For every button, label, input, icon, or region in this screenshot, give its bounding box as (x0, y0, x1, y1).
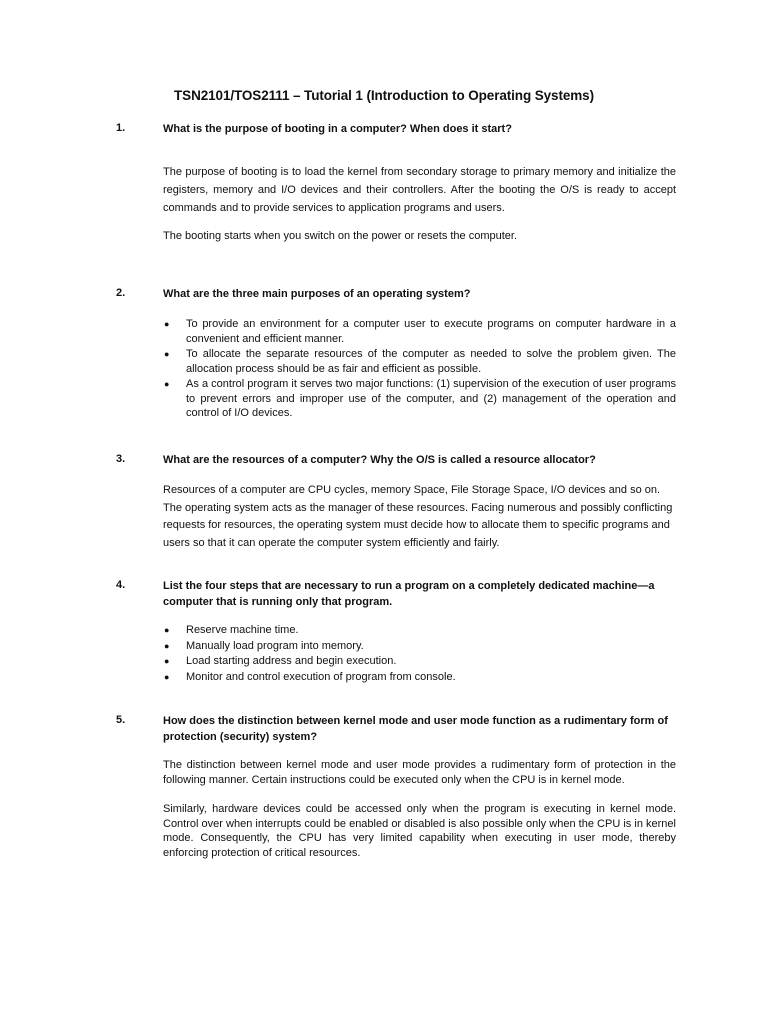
bullet-icon: ● (164, 379, 170, 389)
list-item (163, 639, 676, 655)
bullet-icon: ● (164, 349, 170, 359)
list-item-text: Monitor and control execution of program from console. (186, 670, 456, 683)
bullet-icon: ● (164, 656, 170, 666)
question-text: What is the purpose of booting in a computer? When does it start? (163, 123, 512, 135)
list-item (163, 623, 676, 639)
question-text: List the four steps that are necessary to run a program on a completely dedicated machine—a computer that is running only that program. (163, 580, 655, 608)
bullet-icon: ● (164, 640, 170, 651)
question-text: How does the distinction between kernel mode and user mode function as a rudimentary form of protection (security) system? (163, 715, 668, 743)
answer-paragraph: The purpose of booting is to load the kernel from secondary storage to primary memory and initialize the registers, memory and I/O devices and their controllers. After the booting the O/S is ready to accept commands and to provide services to application programs and users. (163, 166, 676, 214)
list-item-text: To allocate the separate resources of the computer as needed to solve the problem given. The allocation process should be as fair and efficient as possible. (186, 348, 676, 375)
answer-paragraph: The distinction between kernel mode and user mode provides a rudimentary form of protection in the following manner. Certain instructions could be executed only when the CPU is in kernel mode. (163, 759, 676, 786)
list-item-text: Load starting address and begin execution. (186, 655, 397, 667)
question-number: 1. (116, 122, 126, 134)
page-title: TSN2101/TOS2111 – Tutorial 1 (Introduction to Operating Systems) (174, 88, 594, 103)
answer-paragraph: Resources of a computer are CPU cycles, memory Space, File Storage Space, I/O devices and so on. The operating system acts as the manager of these resources. Facing numerous and possibly conflicting requests for resources, the operating system must decide how to allocate them to specific programs and users so that it can operate the computer system efficiently and fairly. (163, 484, 673, 549)
question-number: 3. (116, 453, 126, 465)
list-item (163, 670, 676, 686)
answer-bullet-list (163, 317, 676, 422)
list-item (163, 347, 676, 376)
bullet-icon: ● (164, 671, 170, 682)
list-item (163, 317, 676, 346)
list-item (163, 654, 676, 670)
answer-paragraph: The booting starts when you switch on the power or resets the computer. (163, 230, 518, 242)
list-item-text: Manually load program into memory. (186, 639, 364, 652)
question-number: 5. (116, 714, 126, 726)
list-item-text: As a control program it serves two major functions: (1) supervision of the execution of user programs to prevent errors and improper use of the computer, and (2) management of the operation and control of I/O devices. (186, 378, 676, 419)
list-item-text: Reserve machine time. (186, 624, 299, 636)
question-text: What are the resources of a computer? Why the O/S is called a resource allocator? (163, 454, 596, 466)
answer-paragraph: Similarly, hardware devices could be accessed only when the program is executing in kernel mode. Control over when interrupts could be enabled or disabled is also possible only when the CPU is in kernel mode. Consequently, the CPU has very limited capability when executing in user mode, thereby enforcing protection of critical resources. (163, 803, 676, 859)
question-number: 4. (116, 579, 126, 591)
list-item (163, 377, 676, 421)
answer-bullet-list (163, 623, 676, 685)
list-item-text: To provide an environment for a computer user to execute programs on computer hardware in a convenient and efficient manner. (186, 318, 676, 345)
bullet-icon: ● (164, 625, 170, 635)
bullet-icon: ● (164, 319, 170, 329)
question-number: 2. (116, 287, 126, 299)
question-text: What are the three main purposes of an operating system? (163, 288, 471, 300)
